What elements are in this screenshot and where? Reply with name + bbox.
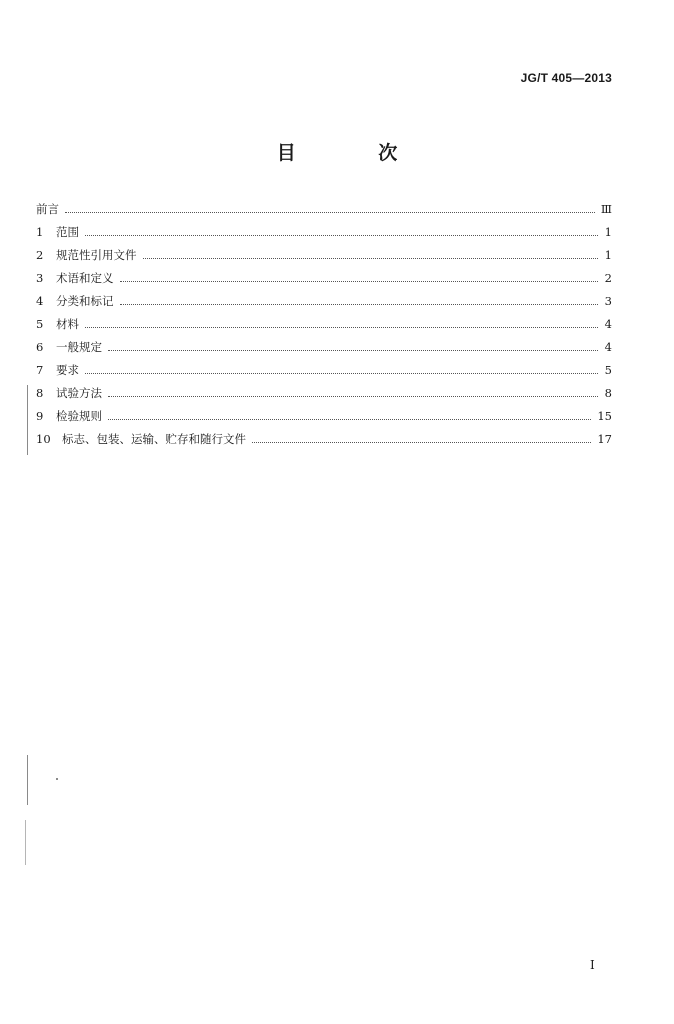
toc-entry-page: 5 [604, 363, 612, 377]
toc-entry-9[interactable] [36, 405, 612, 428]
toc-entry-page: 4 [604, 340, 612, 354]
toc-entry-page: 1 [604, 248, 612, 262]
toc-leader-dots [120, 304, 599, 305]
toc-entry-page: 17 [597, 432, 612, 446]
scan-artifact [27, 755, 28, 805]
toc-entry-label: 范围 [56, 225, 79, 239]
toc-entry-number: 1 [36, 225, 44, 239]
toc-leader-dots [252, 442, 591, 443]
toc-entry-page: Ⅲ [600, 202, 612, 216]
toc-entry-10[interactable] [36, 428, 612, 451]
toc-entry-4[interactable] [36, 290, 612, 313]
toc-entry-page: 15 [597, 409, 612, 423]
toc-entry-label: 一般规定 [56, 340, 102, 354]
toc-leader-dots [108, 350, 598, 351]
scan-artifact [56, 778, 58, 780]
scan-artifact [27, 385, 28, 455]
toc-entry-label: 试验方法 [56, 386, 102, 400]
toc-leader-dots [85, 235, 598, 236]
toc-entry-number: 9 [36, 409, 44, 423]
toc-leader-dots [120, 281, 599, 282]
toc-entry-number: 8 [36, 386, 44, 400]
toc-entry-2[interactable] [36, 244, 612, 267]
toc-entry-number: 10 [36, 432, 51, 446]
toc-entry-number: 6 [36, 340, 44, 354]
toc-entry-page: 3 [604, 294, 612, 308]
toc-entry-label: 前言 [36, 202, 59, 216]
page-number: I [590, 958, 595, 972]
toc-entry-number: 2 [36, 248, 44, 262]
toc-entry-label: 规范性引用文件 [56, 248, 137, 262]
toc-entry-3[interactable] [36, 267, 612, 290]
toc-entry-6[interactable] [36, 336, 612, 359]
toc-entry-8[interactable] [36, 382, 612, 405]
toc-entry-label: 材料 [56, 317, 79, 331]
toc-title: 目 次 [276, 142, 436, 164]
scan-artifact [25, 820, 26, 865]
standard-code: JG/T 405—2013 [520, 71, 612, 85]
toc-entry-1[interactable] [36, 221, 612, 244]
toc-entry-number: 5 [36, 317, 44, 331]
toc-entry-label: 术语和定义 [56, 271, 114, 285]
toc-entry-number: 3 [36, 271, 44, 285]
toc-list [36, 198, 612, 451]
toc-entry-label: 标志、包装、运输、贮存和随行文件 [62, 432, 246, 446]
toc-entry-foreword[interactable] [36, 198, 612, 221]
toc-entry-label: 检验规则 [56, 409, 102, 423]
toc-entry-number: 7 [36, 363, 44, 377]
toc-entry-page: 4 [604, 317, 612, 331]
toc-entry-7[interactable] [36, 359, 612, 382]
toc-entry-page: 1 [604, 225, 612, 239]
toc-entry-page: 2 [604, 271, 612, 285]
toc-leader-dots [65, 212, 595, 213]
toc-entry-5[interactable] [36, 313, 612, 336]
toc-entry-label: 要求 [56, 363, 79, 377]
toc-entry-page: 8 [604, 386, 612, 400]
toc-leader-dots [85, 373, 598, 374]
toc-leader-dots [143, 258, 599, 259]
toc-entry-number: 4 [36, 294, 44, 308]
toc-leader-dots [108, 419, 591, 420]
toc-entry-label: 分类和标记 [56, 294, 114, 308]
toc-leader-dots [85, 327, 598, 328]
toc-leader-dots [108, 396, 598, 397]
